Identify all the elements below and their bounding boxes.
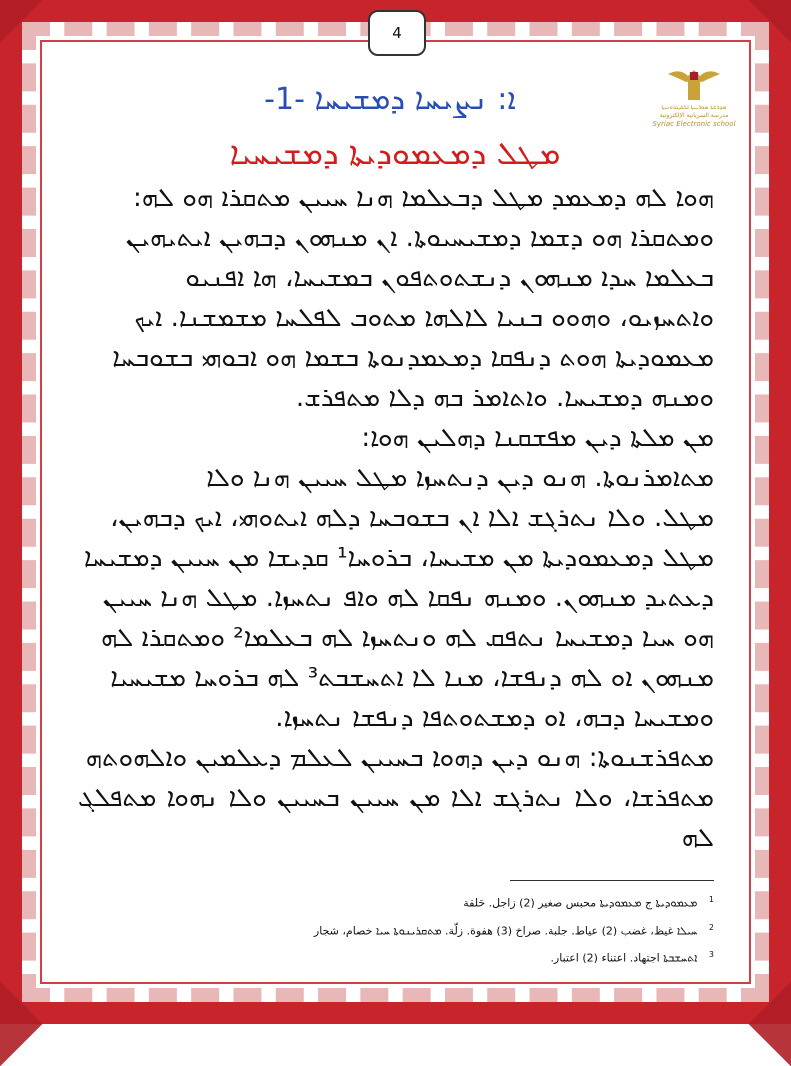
footnote-text: ܚܝܠܐ غيظ، غضب (2) عياط. جلبة. صراخ (3) هفوة. زلّة. ܡܬܩܪܝܢܘܬܐ ܚܝܐ خصام، شجار [313,924,698,938]
school-logo [648,64,740,138]
body-line: ܗܘܐ ܠܗ ܕܡܥܡܕ ܡܛܠ ܕܒܥܠܡܐ ܗܢܐ ܚܝܝܢ ܡܬܩܪܐ ܗܘ ܠܗ: [133,183,714,213]
body-line: ܘܐܬܚܙܝܘ، ܘܗܘܘ ܒܢܝܐ ܠܐܠܗܐ ܡܬܘܒ ܠܦܠܚܐ ܡܫܡܫܢܐ. ܐܝܟ [134,303,714,333]
logo-title [648,104,740,120]
footnote-number: 2 [708,922,714,932]
body-line: ܡܥܡܘܕܝܬܐ ܗܘܬ ܕܢܦܩܐ ܕܡܥܡܕܢܘܬܐ ܒܫܡܐ ܗܘ ܐܒܘܗܝ ܒܫܘܒܚܐ [112,343,714,373]
body-line: ܘܡܬܩܪܐ ܗܘ ܕܫܡܐ ܕܡܫܝܚܝܘܬܐ. ܐܢ ܡܢܗܘܢ ܕܒܗܝܢ ܐܝܬܝܗܝܢ [125,223,714,253]
page-number: 4 [368,10,426,56]
logo-line-arabic: مدرسة السريانية الإلكترونية [659,112,729,119]
body-line: ܡܛܠ. ܘܠܐ ܢܬܪܓܫ ܐܠܐ ܐܢ ܒܫܘܒܚܐ ܕܠܗ ܐܝܬܘܗܝ، ܐܝܟ ܕܒܗܝܢ، [110,503,714,533]
body-line: ܡܛܠ ܕܡܥܡܘܕܝܬܐ ܡܢ ܡܫܝܚܐ، ܒܪܘܚܐ¹ ܩܕܝܫܐ ܡܢ ܚܝܝܢ ܕܡܫܝܚܐ [83,543,714,573]
body-line: ܡܬܦܪܫܐ، ܘܠܐ ܢܬܪܓܫ ܐܠܐ ܡܢ ܚܝܝܢ ܒܚܝܝܢ ܘܠܐ ܢܗܘܐ ܡܬܦܠܓ ܠܗ [78,783,714,853]
footnote-divider [510,880,714,881]
body-line: ܒܥܠܡܐ ܚܕܐ ܡܢܗܘܢ ܕܢܫܬܘܬܦܘܢ ܒܡܫܝܚܐ، ܗܐ ܐܦܢܝܘ [185,263,714,293]
footnote [280,943,714,971]
body-line: ܗܘ ܚܝܐ ܕܡܫܝܚܐ ܢܬܦܩ ܠܗ ܘܢܬܚܙܐ ܠܗ ܒܥܠܡܐ² ܘܡܬܩܪܐ ܠܗ [100,623,714,653]
footnote-number: 3 [708,950,714,960]
body-line: ܕܥܬܝܕ ܡܢܗܘܢ. ܘܡܢܗ ܢܦܩܐ ܠܗ ܘܐܦ ܢܬܚܙܐ. ܡܛܠ ܗܢܐ ܚܝܝܢ [102,583,714,613]
section-heading: -1- ܐ: ܢܨܝܚܐ ܕܡܫܝܚܐ [264,82,516,117]
footnote-text: ܐܬܚܫܒܬܐ اجتهاد. اعتناء (2) اعتبار. [550,951,698,965]
body-line: ܘܡܢܗ ܕܡܫܝܚܐ. ܘܐܬܐܡܪ ܒܗ ܕܠܐ ܡܬܦܪܫ. [295,383,714,413]
logo-subtitle: Syriac Electronic school [652,120,736,128]
body-line: ܡܢ ܡܠܬܐ ܕܝܢ ܡܦܫܩܢܐ ܕܗܠܝܢ ܗܘܐ: [361,423,714,453]
body-line: ܡܬܐܡܪܢܘܬܐ. ܗܢܘ ܕܝܢ ܕܢܬܚܙܐ ܡܛܠ ܚܝܝܢ ܗܢܐ ܘܠܐ [206,463,714,493]
body-text [78,178,714,858]
body-line: ܡܢܗܘܢ ܐܘ ܠܗ ܕܢܦܫܐ، ܡܢܐ ܠܐ ܐܬܚܫܒܬ³ ܠܗ ܒܪܘܚܐ ܡܫܝܚܝܐ [110,663,714,693]
footnote-text: ܡܥܡܘܕܝܬܐ ج ܡܥܡܘܕܝܬܐ محبس صغير (2) زاجل. حَلقة [463,896,698,910]
body-line: ܡܬܦܪܫܢܘܬܐ: ܗܢܘ ܕܝܢ ܕܗܘܐ ܒܚܝܝܢ ܠܥܠܡ ܕܥܠܡܝܢ ܘܐܠܗܘܬܗ [85,743,714,773]
emblem-icon [666,64,722,104]
body-line: ܘܡܫܝܚܐ ܕܒܗ، ܐܘ ܕܡܫܬܘܬܦܐ ܕܢܦܫܐ ܢܬܚܙܐ. [275,703,714,733]
page-title: ܡܛܠ ܕܡܥܡܘܕܝܬܐ ܕܡܫܝܚܝܐ [229,134,561,172]
footnotes [280,888,714,971]
footnote-number: 1 [708,895,714,904]
logo-line-syriac: ܡܕܪܫܬܐ ܣܘܪܝܝܬܐ ܐܠܩܛܪܘܢܝܬܐ [661,104,727,111]
footnote [280,888,714,916]
footnote [280,916,714,944]
